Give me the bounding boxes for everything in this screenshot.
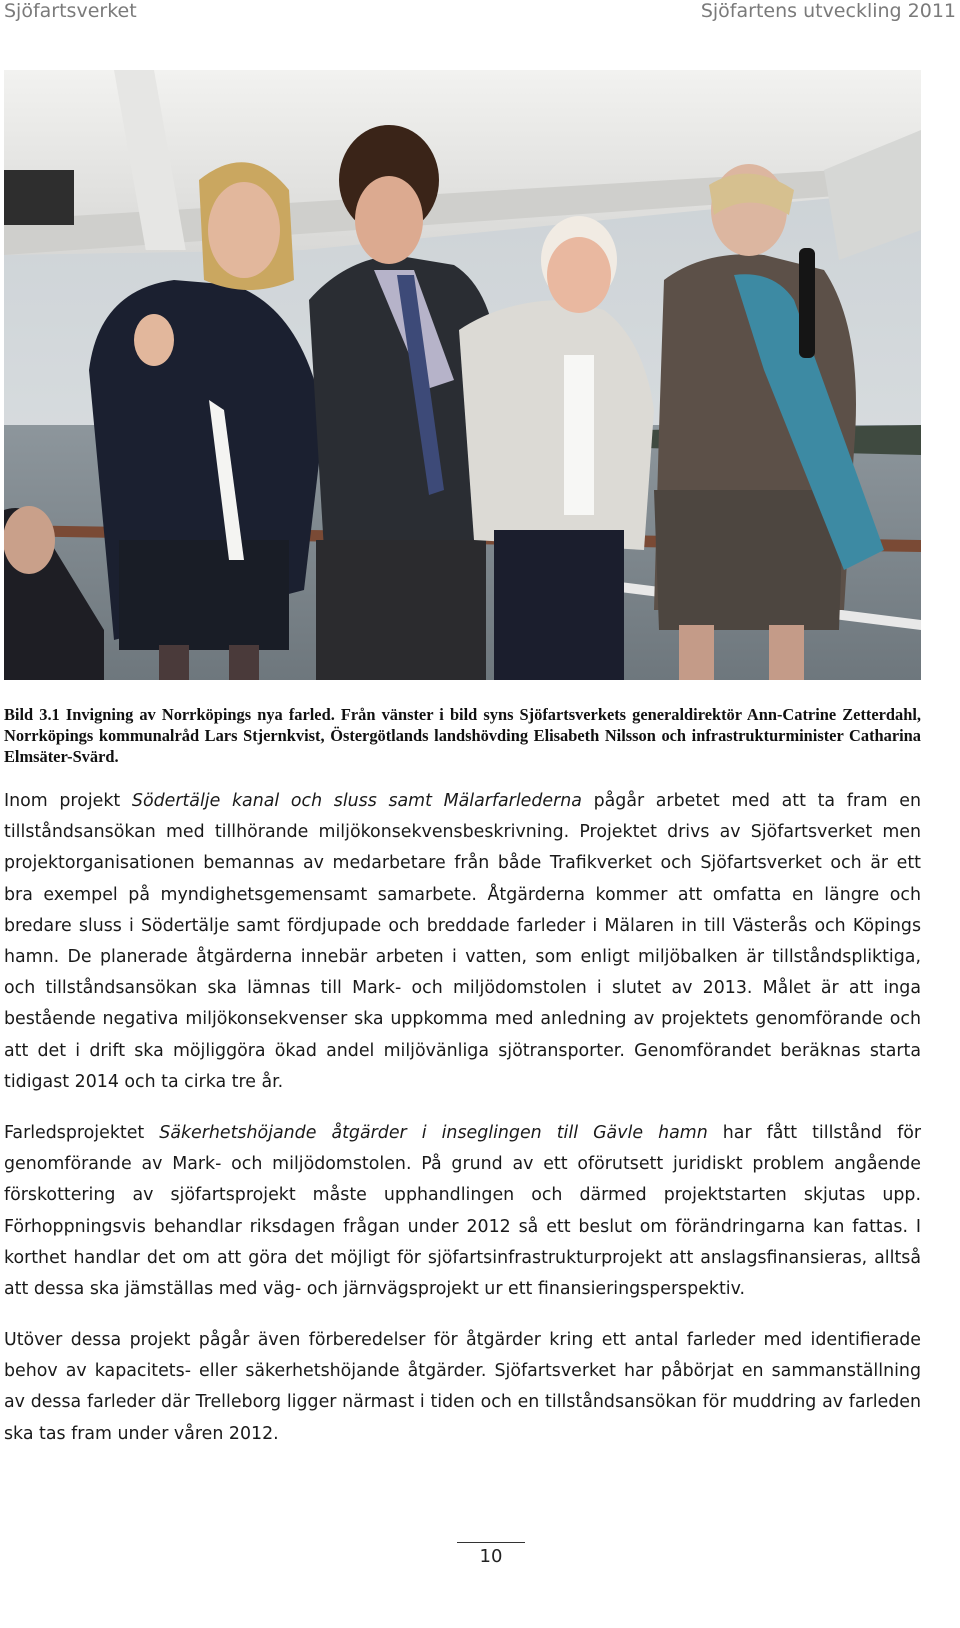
paragraph-text: Inom projekt — [4, 791, 132, 811]
inauguration-photo — [4, 70, 921, 680]
footer-divider — [457, 1542, 525, 1543]
page-header — [0, 0, 960, 30]
page-number: 10 — [479, 1546, 503, 1567]
paragraph-text: har fått tillstånd för genomförande av Mark- och miljödomstolen. På grund av ett oförutsett juridiskt problem angående förskottering av sjöfartsprojekt måste upphandlingen och därmed projektstarten skjutas upp. Förhoppningsvis behandlar riksdagen frågan under 2012 så ett beslut om förändringarna kan fattas. I korthet handlar det om att göra det möjligt för sjöfartsinfrastrukturprojekt att anslagsfinansieras, alltså att dessa ska jämställas med väg- och järnvägsprojekt ur ett finansieringsperspektiv. — [4, 1123, 921, 1300]
header-organization: Sjöfartsverket — [4, 0, 137, 22]
paragraph-other-fairways — [4, 1325, 921, 1450]
paragraph-text: Farledsprojektet — [4, 1123, 160, 1143]
project-name: Säkerhetshöjande åtgärder i inseglingen till Gävle hamn — [159, 1123, 708, 1143]
paragraph-gavle — [4, 1118, 921, 1305]
paragraph-sodertalje — [4, 786, 921, 1098]
header-document-title: Sjöfartens utveckling 2011 — [700, 0, 956, 22]
paragraph-text: pågår arbetet med att ta fram en tillståndsansökan med tillhörande miljökonsekvensbeskrivning. Projektet drivs av Sjöfartsverket men projektorganisationen bemannas av medarbetare från både Trafikverket och Sjöfartsverket och är ett bra exempel på myndighetsgemensamt samarbete. Åtgärderna kommer att omfatta en längre och bredare sluss i Södertälje samt fördjupade och breddade farleder i Mälaren in till Västerås och Köpings hamn. De planerade åtgärderna innebär arbeten i vatten, som enligt miljöbalken är tillståndspliktiga, och tillståndsansökan ska lämnas till Mark- och miljödomstolen i slutet av 2013. Målet är att inga bestående negativa miljökonsekvenser ska uppkomma med anledning av projektets genomförande och att det i drift ska möjliggöra ökad andel miljövänliga sjötransporter. Genomförandet beräknas starta tidigast 2014 och ta cirka tre år. — [4, 791, 921, 1092]
paragraph-text: Utöver dessa projekt pågår även förberedelser för åtgärder kring ett antal farleder med identifierade behov av kapacitets- eller säkerhetshöjande åtgärder. Sjöfartsverket har påbörjat en sammanställning av dessa farleder där Trelleborg ligger närmast i tiden och en tillståndsansökan för muddring av farleden ska tas fram under våren 2012. — [4, 1330, 921, 1444]
project-name: Södertälje kanal och sluss samt Mälarfarlederna — [131, 791, 582, 811]
photo-caption: Bild 3.1 Invigning av Norrköpings nya farled. Från vänster i bild syns Sjöfartsverkets generaldirektör Ann-Catrine Zetterdahl, Norrköpings kommunalråd Lars Stjernkvist, Östergötlands landshövding Elisabeth Nilsson och infrastrukturminister Catharina Elmsäter-Svärd. — [4, 705, 921, 766]
